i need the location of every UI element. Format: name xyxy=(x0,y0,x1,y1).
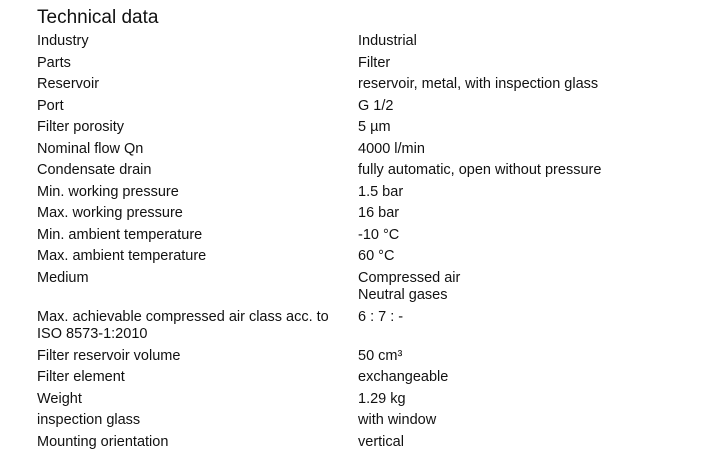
spec-key: Min. ambient temperature xyxy=(37,226,203,243)
spec-key: Max. ambient temperature xyxy=(37,248,207,264)
spec-value-line: Compressed air xyxy=(358,269,461,286)
spec-value xyxy=(358,270,658,309)
spec-row-max-working-pressure xyxy=(37,205,658,227)
spec-row-air-class xyxy=(37,309,658,348)
spec-key: Weight xyxy=(37,390,82,407)
spec-row-filter-element xyxy=(37,369,658,391)
spec-value: 1.29 kg xyxy=(358,390,406,407)
spec-value: vertical xyxy=(358,433,404,450)
spec-row-min-ambient-temperature xyxy=(37,227,658,249)
spec-row-nominal-flow xyxy=(37,141,658,163)
spec-key: Nominal flow Qn xyxy=(37,140,144,157)
spec-row-parts xyxy=(37,55,658,77)
spec-key: Reservoir xyxy=(37,76,100,92)
spec-value: reservoir, metal, with inspection glass xyxy=(358,76,599,92)
spec-value: G 1/2 xyxy=(358,97,394,114)
technical-data-section xyxy=(37,6,717,455)
spec-row-max-ambient-temperature xyxy=(37,248,658,270)
spec-value: fully automatic, open without pressure xyxy=(358,162,602,178)
spec-key: Max. working pressure xyxy=(37,205,183,221)
spec-table xyxy=(37,33,658,455)
spec-key: Filter porosity xyxy=(37,119,125,135)
spec-key: inspection glass xyxy=(37,412,141,428)
section-title: Technical data xyxy=(37,7,159,28)
spec-row-mounting-orientation xyxy=(37,434,658,456)
spec-key xyxy=(37,309,358,348)
spec-key-line: Max. achievable compressed air class acc. to xyxy=(37,308,329,325)
spec-key: Filter reservoir volume xyxy=(37,347,181,364)
spec-row-medium xyxy=(37,270,658,309)
spec-key: Condensate drain xyxy=(37,162,152,178)
spec-row-weight xyxy=(37,391,658,413)
spec-key-line: ISO 8573-1:2010 xyxy=(37,326,148,342)
spec-value: 16 bar xyxy=(358,205,400,221)
spec-value: Industrial xyxy=(358,33,417,49)
spec-row-reservoir xyxy=(37,76,658,98)
spec-row-inspection-glass xyxy=(37,412,658,434)
spec-value: -10 °C xyxy=(358,226,400,243)
spec-key: Filter element xyxy=(37,369,125,385)
spec-row-condensate-drain xyxy=(37,162,658,184)
spec-value-line: Neutral gases xyxy=(358,287,448,303)
spec-row-filter-reservoir-volume xyxy=(37,348,658,370)
spec-value: 6 : 7 : - xyxy=(358,308,404,325)
spec-value: 4000 l/min xyxy=(358,140,425,157)
spec-value: 50 cm³ xyxy=(358,347,403,364)
spec-key: Min. working pressure xyxy=(37,183,179,200)
spec-row-filter-porosity xyxy=(37,119,658,141)
spec-row-industry xyxy=(37,33,658,55)
spec-value: exchangeable xyxy=(358,369,449,385)
spec-value: 1.5 bar xyxy=(358,183,404,200)
spec-value: Filter xyxy=(358,54,391,71)
spec-key: Port xyxy=(37,97,64,114)
spec-value: 5 µm xyxy=(358,119,391,135)
spec-row-min-working-pressure xyxy=(37,184,658,206)
spec-key: Parts xyxy=(37,54,71,71)
spec-key: Mounting orientation xyxy=(37,433,169,450)
spec-key: Industry xyxy=(37,33,89,49)
spec-row-port xyxy=(37,98,658,120)
spec-value: 60 °C xyxy=(358,248,395,264)
spec-key: Medium xyxy=(37,269,89,286)
spec-value: with window xyxy=(358,412,437,428)
